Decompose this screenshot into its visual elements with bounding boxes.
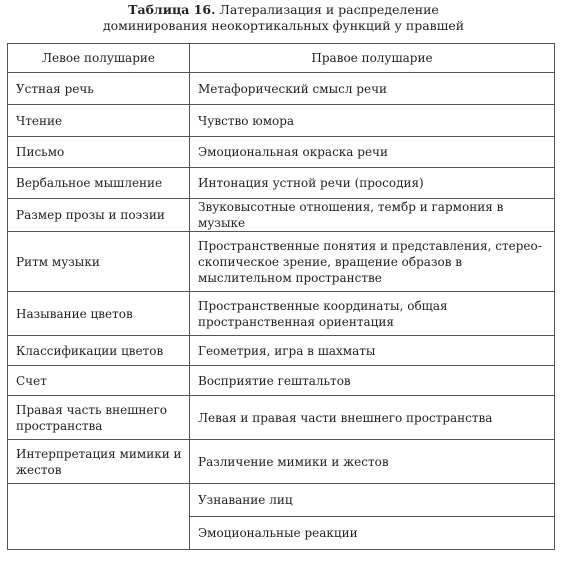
left-cell: Называние цветов	[8, 292, 190, 336]
table-row	[8, 336, 555, 366]
right-cell: Эмоциональная окраска речи	[190, 137, 555, 168]
table-row	[8, 168, 555, 199]
table-row	[8, 396, 555, 440]
caption-title-part-2: доминирования неокортикальных функций у правшей	[102, 18, 465, 33]
left-cell: Классификации цветов	[8, 336, 190, 366]
table-row	[8, 366, 555, 396]
right-cell: Восприятие гештальтов	[190, 366, 555, 396]
right-cell: Метафорический смысл речи	[190, 73, 555, 105]
left-cell: Устная речь	[8, 73, 190, 105]
left-cell: Вербальное мышление	[8, 168, 190, 199]
table-row	[8, 440, 555, 484]
left-cell: Правая часть внешнего пространства	[8, 396, 190, 440]
caption-title-part-1: Латерализация и распределение	[219, 2, 439, 17]
right-cell: Левая и правая части внешнего пространства	[190, 396, 555, 440]
caption-label: Таблица 16.	[128, 2, 216, 17]
table-row	[8, 73, 555, 105]
right-cell: Узнавание лиц	[190, 484, 555, 517]
left-cell: Чтение	[8, 105, 190, 137]
right-cell: Различение мимики и жестов	[190, 440, 555, 484]
right-cell: Чувство юмора	[190, 105, 555, 137]
left-cell: Письмо	[8, 137, 190, 168]
table-header-row	[8, 44, 555, 73]
table-row	[8, 232, 555, 292]
right-cell: Геометрия, игра в шахматы	[190, 336, 555, 366]
left-cell: Интерпретация мимики и жестов	[8, 440, 190, 484]
table-row	[8, 292, 555, 336]
right-cell: Звуковысотные отношения, тембр и гармония в музыке	[190, 199, 555, 232]
header-left-hemisphere: Левое полушарие	[8, 44, 190, 73]
left-cell-empty	[8, 484, 190, 550]
left-cell: Ритм музыки	[8, 232, 190, 292]
right-cell: Эмоциональные реакции	[190, 517, 555, 550]
left-cell: Счет	[8, 366, 190, 396]
table-row	[8, 105, 555, 137]
header-right-hemisphere: Правое полушарие	[190, 44, 555, 73]
lateralization-table	[7, 43, 555, 550]
table-row	[8, 484, 555, 517]
table-row	[8, 137, 555, 168]
table-row	[8, 199, 555, 232]
right-cell: Интонация устной речи (просодия)	[190, 168, 555, 199]
table-caption	[0, 2, 567, 34]
left-cell: Размер прозы и поэзии	[8, 199, 190, 232]
caption-line-1	[0, 2, 567, 18]
right-cell: Пространственные понятия и представления, стерео-скопическое зрение, вращение образов в мыслительном пространстве	[190, 232, 555, 292]
right-cell: Пространственные координаты, общая пространственная ориентация	[190, 292, 555, 336]
